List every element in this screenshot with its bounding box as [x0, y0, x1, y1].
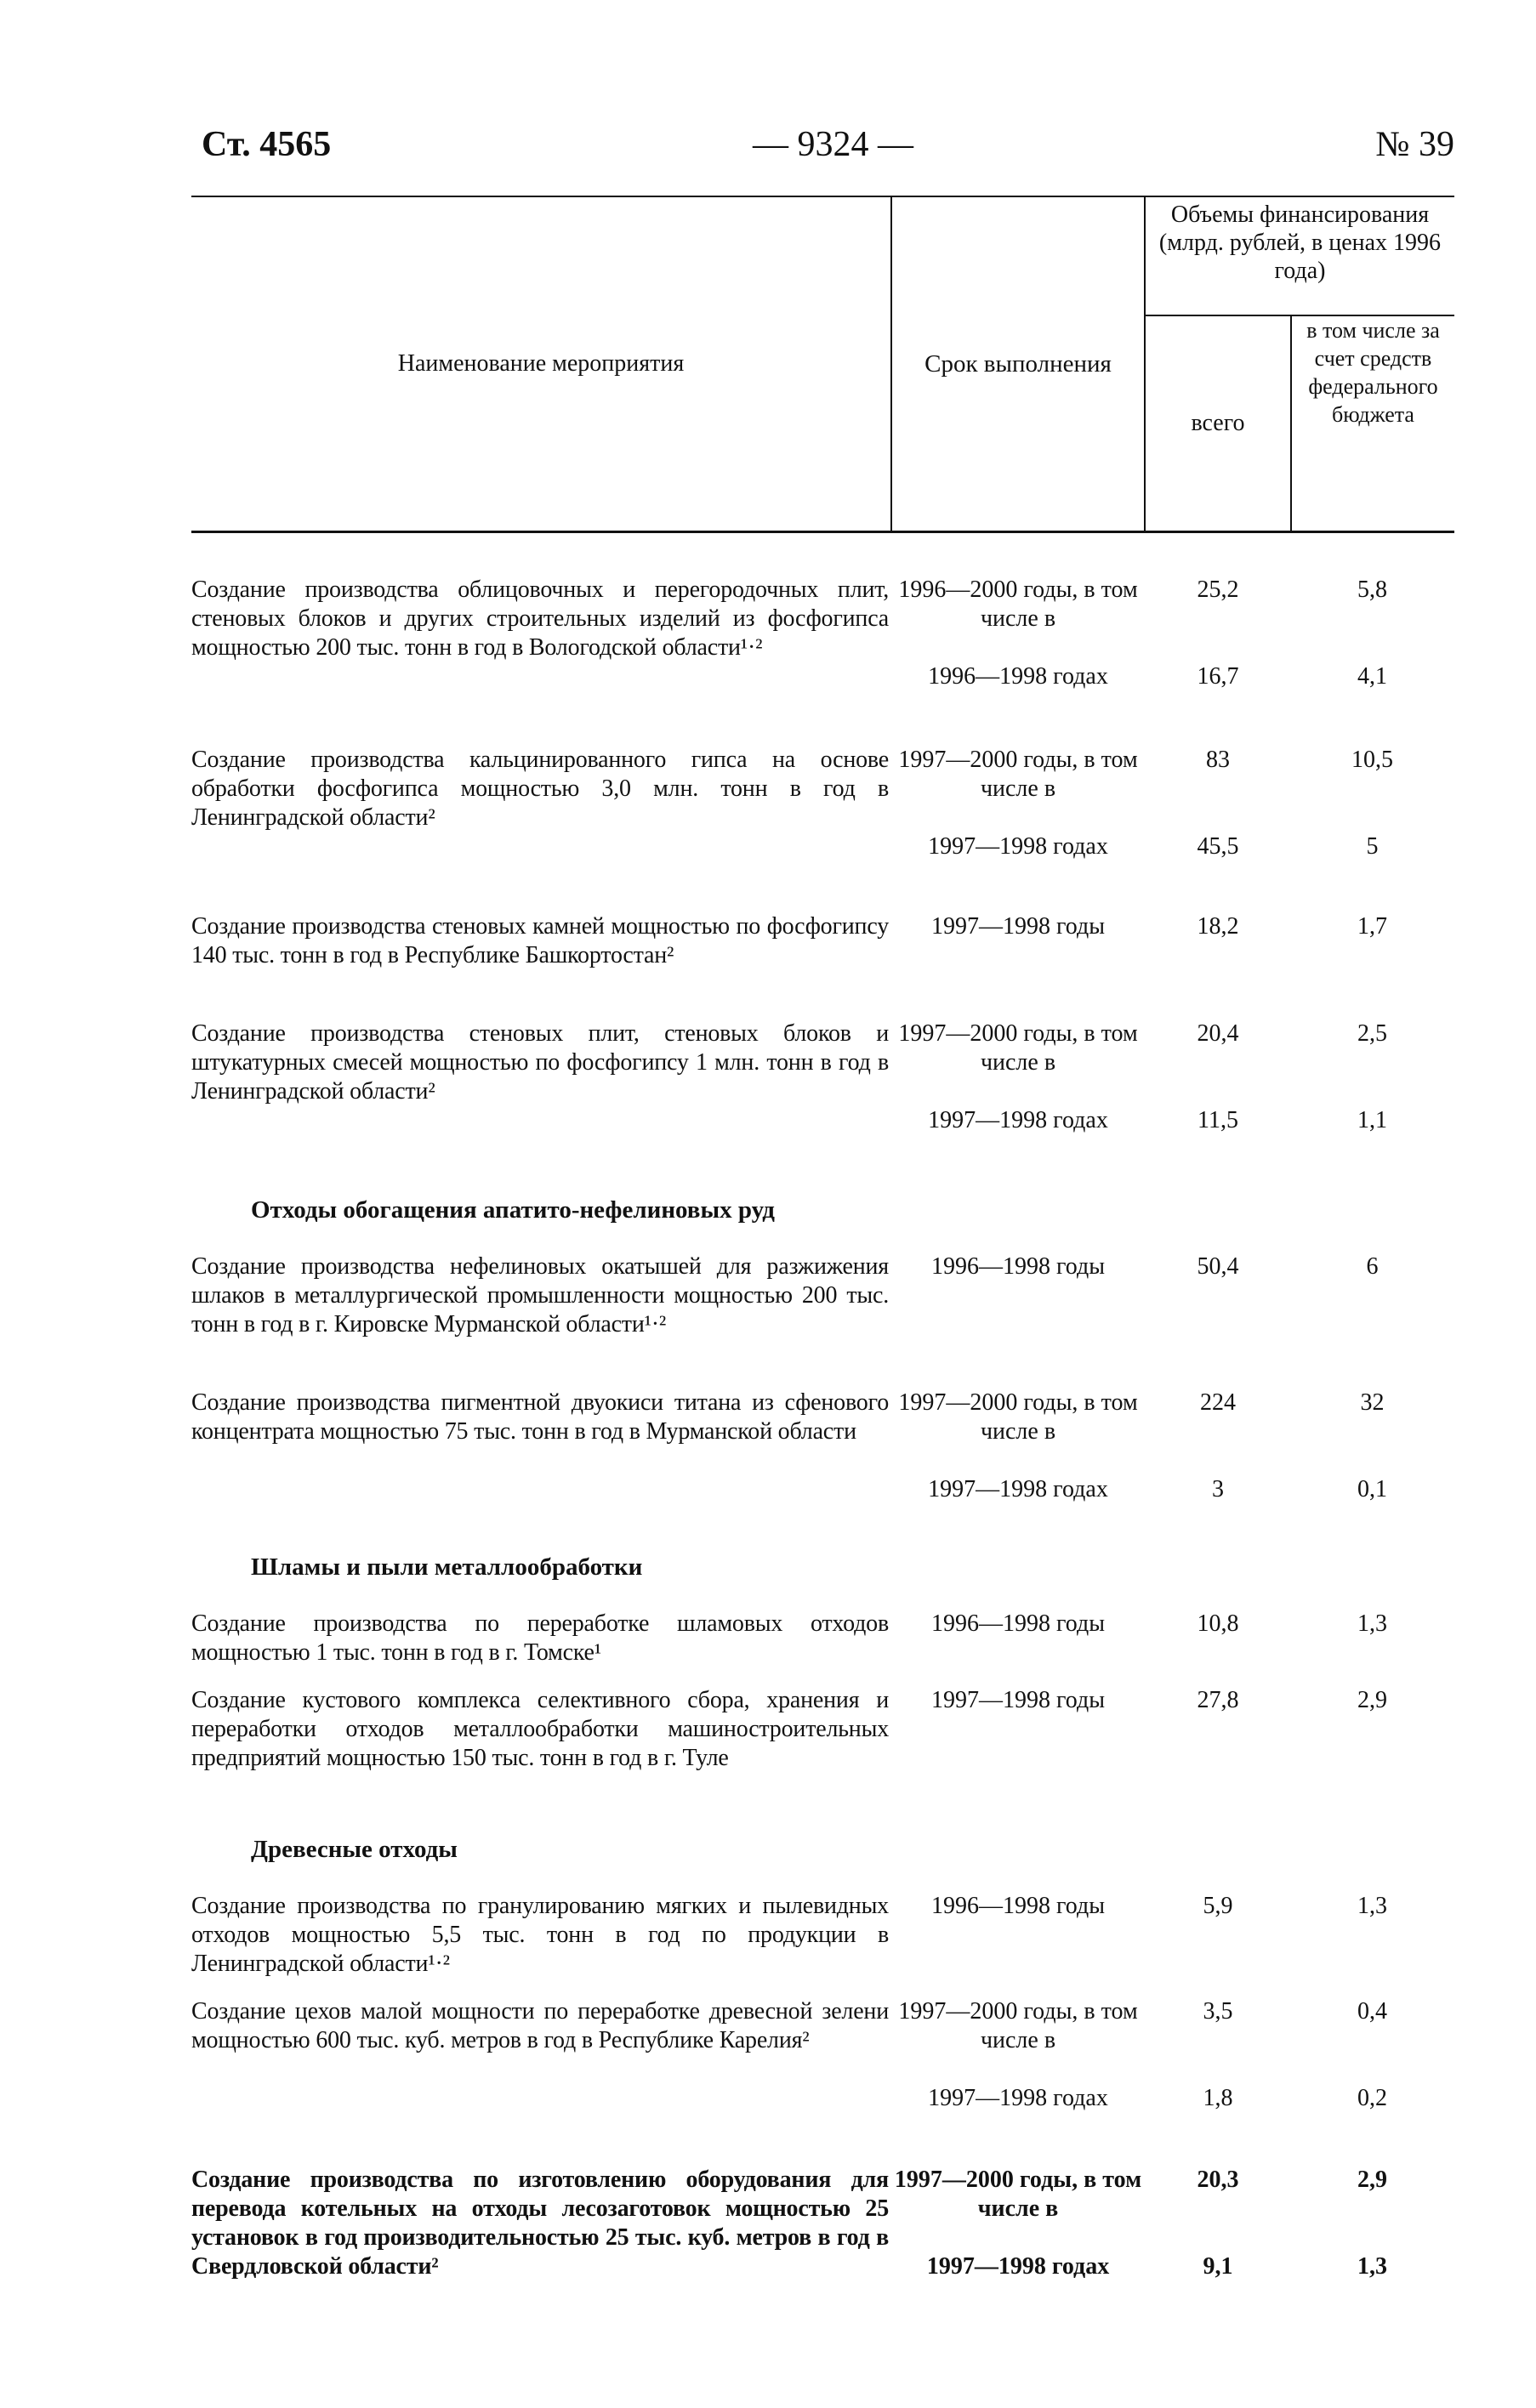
table-row [191, 1610, 1454, 1686]
row-federal: 2,9 [1357, 1687, 1387, 1713]
table-row [191, 746, 1454, 912]
row-name: Создание производства стеновых камней мощностью по фосфогипсу 140 тыс. тонн в год в Республике Башкортостан² [191, 913, 889, 968]
section-heading: Отходы обогащения апатито-нефелиновых руд [251, 1196, 775, 1224]
table-row [191, 1389, 1454, 1550]
header-financing: Объемы финансирования (млрд. рублей, в ценах 1996 года) [1146, 197, 1454, 316]
row-name: Создание производства по гранулированию мягких и пылевидных отходов мощностью 5,5 тыс. тонн в год по продукции в Ленинградской области¹·² [191, 1893, 889, 1977]
header-term: Срок выполнения [890, 197, 1146, 531]
row-name: Создание кустового комплекса селективного сбора, хранения и переработки отходов металлообработки машиностроительных предприятий мощностью 150 тыс. тонн в год в г. Туле [191, 1687, 889, 1771]
row-federal: 1,3 [1357, 1893, 1387, 1919]
row-term: 1997—2000 годы, в том числе в 1997—1998 годах [898, 1389, 1138, 1502]
row-name: Создание производства по изготовлению оборудования для перевода котельных на отходы лесозаготовок мощностью 25 установок в год производительностью 25 тыс. куб. метров в год в Свердловской области² [191, 2167, 889, 2280]
row-name: Создание производства облицовочных и перегородочных плит, стеновых блоков и других строительных изделий из фосфогипса мощностью 200 тыс. тонн в год в Вологодской области¹·² [191, 576, 889, 661]
document-page [191, 119, 1454, 2336]
row-total: 50,4 [1197, 1253, 1239, 1280]
row-total: 224 3 [1200, 1389, 1236, 1502]
row-name: Создание производства стеновых плит, стеновых блоков и штукатурных смесей мощностью по фосфогипсу 1 млн. тонн в год в Ленинградской области² [191, 1020, 889, 1105]
row-term: 1997—2000 годы, в том числе в 1997—1998 годах [898, 747, 1138, 860]
row-federal: 2,5 1,1 [1357, 1020, 1387, 1133]
row-total: 5,9 [1203, 1893, 1233, 1919]
header-name: Наименование мероприятия [397, 350, 685, 377]
row-name: Создание производства кальцинированного гипса на основе обработки фосфогипса мощностью 3,0 млн. тонн в год в Ленинградской области² [191, 747, 889, 831]
running-head [191, 119, 1454, 196]
row-name: Создание производства нефелиновых окатышей для разжижения шлаков в металлургической промышленности мощностью 200 тыс. тонн в год в г. Кировске Мурманской области¹·² [191, 1253, 889, 1337]
table-row [191, 1019, 1454, 1193]
row-term: 1996—1998 годы [930, 1893, 1106, 1919]
table-row [191, 1892, 1454, 1997]
row-name: Создание цехов малой мощности по переработке древесной зелени мощностью 600 тыс. куб. метров в год в Республике Карелия² [191, 1998, 889, 2053]
row-total: 27,8 [1197, 1687, 1239, 1713]
row-term: 1997—2000 годы, в том числе в 1997—1998 годах [898, 1020, 1138, 1133]
row-federal: 10,5 5 [1351, 747, 1393, 860]
row-total: 10,8 [1197, 1610, 1239, 1637]
table-body [191, 576, 1454, 2336]
section-heading: Шламы и пыли металлообработки [251, 1553, 643, 1581]
row-name: Создание производства по переработке шламовых отходов мощностью 1 тыс. тонн в год в г. Томске¹ [191, 1610, 889, 1666]
header-total: всего [1191, 410, 1245, 436]
row-term: 1997—1998 годы [930, 1687, 1106, 1713]
row-name: Создание производства пигментной двуокиси титана из сфенового концентрата мощностью 75 тыс. тонн в год в Мурманской области [191, 1389, 889, 1445]
table-row [191, 912, 1454, 1019]
section-heading: Древесные отходы [251, 1836, 458, 1863]
row-federal: 32 0,1 [1357, 1389, 1387, 1502]
row-federal: 5,8 4,1 [1357, 576, 1387, 690]
row-total: 20,3 9,1 [1197, 2167, 1239, 2280]
header-federal: в том числе за счет средств федерального бюджета [1290, 316, 1454, 531]
row-total: 20,4 11,5 [1197, 1020, 1239, 1133]
table-row [191, 1686, 1454, 1832]
row-federal: 1,7 [1357, 913, 1387, 940]
row-federal: 0,4 0,2 [1357, 1998, 1387, 2111]
row-term: 1997—2000 годы, в том числе в 1997—1998 годах [898, 1998, 1138, 2111]
row-term: 1996—1998 годы [930, 1610, 1106, 1637]
row-federal: 1,3 [1357, 1610, 1387, 1637]
row-term: 1996—2000 годы, в том числе в 1996—1998 годах [898, 576, 1138, 690]
table-row [191, 1252, 1454, 1389]
row-total: 3,5 1,8 [1203, 1998, 1233, 2111]
article-number: Ст. 4565 [202, 125, 332, 164]
table-row [191, 576, 1454, 746]
row-total: 18,2 [1197, 913, 1239, 940]
row-total: 25,2 16,7 [1197, 576, 1239, 690]
issue-number: № 39 [1375, 125, 1454, 164]
page-number: — 9324 — [753, 125, 913, 164]
row-federal: 6 [1366, 1253, 1379, 1280]
row-term: 1996—1998 годы [930, 1253, 1106, 1280]
table-row [191, 1997, 1454, 2166]
row-term: 1997—1998 годы [930, 913, 1106, 940]
row-federal: 2,9 1,3 [1357, 2167, 1387, 2280]
row-term: 1997—2000 годы, в том числе в 1997—1998 годах [894, 2167, 1142, 2280]
row-total: 83 45,5 [1197, 747, 1239, 860]
table-row [191, 2166, 1454, 2336]
table-header [191, 196, 1454, 533]
